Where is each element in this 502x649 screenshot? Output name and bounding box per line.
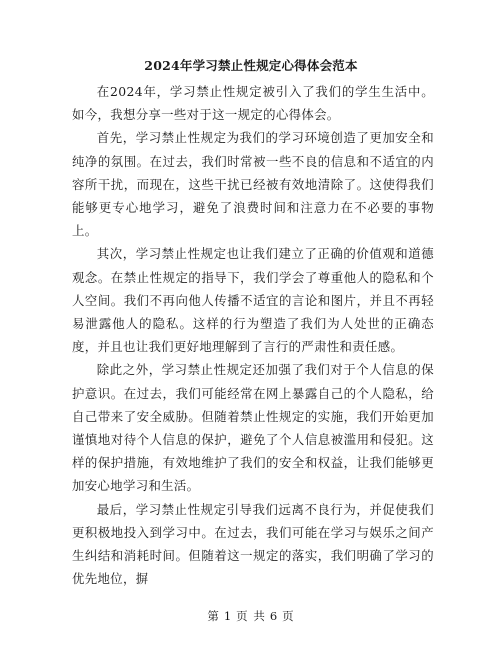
paragraph-final-point: 最后，学习禁止性规定引导我们远离不良行为，并促使我们更积极地投入到学习中。在过去，我们可能在学习与娱乐之间产生纠结和消耗时间。但随着这一规定的落实，我们明确了学习的优先地位，摒 xyxy=(72,501,434,587)
page-prefix: 第 xyxy=(207,609,220,623)
paragraph-second-point: 其次，学习禁止性规定也让我们建立了正确的价值观和道德观念。在禁止性规定的指导下，我们学会了尊重他人的隐私和个人空间。我们不再向他人传播不适宜的言论和图片，并且不再轻易泄露他人的隐私。这样的行为塑造了我们为人处世的正确态度，并且也让我们更好地理解到了言行的严肃性和责任感。 xyxy=(72,246,434,355)
total-pages-number: 6 xyxy=(269,609,279,623)
document-title: 2024年学习禁止性规定心得体会范本 xyxy=(144,58,358,73)
paragraph-third-point: 除此之外，学习禁止性规定还加强了我们对于个人信息的保护意识。在过去，我们可能经常在网上暴露自己的个人隐私，给自己带来了安全威胁。但随着禁止性规定的实施，我们开始更加谨慎地对待个人信息的保护，避免了个人信息被滥用和侵犯。这样的保护措施，有效地维护了我们的安全和权益，让我们能够更加安心地学习和生活。 xyxy=(72,362,434,494)
document-body xyxy=(72,80,434,590)
paragraph-first-point: 首先，学习禁止性规定为我们的学习环境创造了更加安全和纯净的氛围。在过去，我们时常被一些不良的信息和不适宜的内容所干扰，而现在，这些干扰已经被有效地清除了。这使得我们能够更专心地学习，避免了浪费时间和注意力在不必要的事物上。 xyxy=(72,130,434,239)
page-suffix: 页 xyxy=(282,609,295,623)
page-middle: 页 共 xyxy=(236,609,266,623)
page-footer xyxy=(0,609,502,623)
paragraph-intro: 在2024年，学习禁止性规定被引入了我们的学生生活中。如今，我想分享一些对于这一规定的心得体会。 xyxy=(72,84,434,123)
current-page-number: 1 xyxy=(223,609,233,623)
